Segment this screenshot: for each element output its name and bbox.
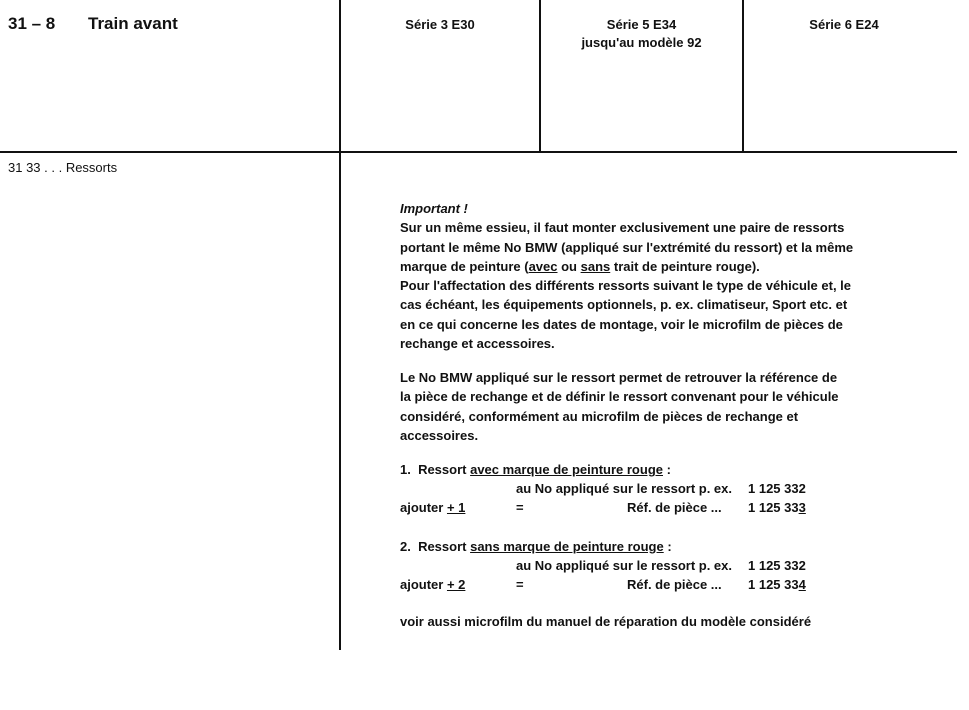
item-2-add-label: ajouter [400, 577, 447, 592]
column-header-serie5-line1: Série 5 E34 [606, 17, 677, 32]
paragraph-1-line-3-end: trait de peinture rouge). [610, 258, 760, 274]
header-bottom-rule [0, 151, 957, 153]
paragraph-2 [400, 368, 839, 445]
paragraph-2-line-3: considéré, conformément au microfilm de pièces de rechange et [400, 408, 799, 424]
paragraph-2-line-4: accessoires. [400, 427, 479, 443]
item-1-part-value-main: 1 125 33 [748, 500, 799, 515]
item-1-heading [400, 462, 671, 477]
paragraph-1-line-6: en ce qui concerne les dates de montage, voir le microfilm de pièces de [400, 316, 843, 332]
item-2-heading [400, 539, 672, 554]
paragraph-1-line-2: portant le même No BMW (appliqué sur l'extrémité du ressort) et la même [400, 239, 854, 255]
item-2-add-value: + 2 [446, 577, 466, 592]
column-header-serie3 [341, 16, 539, 34]
paragraph-1-line-7: rechange et accessoires. [400, 336, 555, 352]
section-number: 31 – 8 [8, 14, 56, 33]
paragraph-2-line-2: la pièce de rechange et de définir le ressort convenant pour le véhicule [400, 389, 839, 405]
important-notice [400, 199, 853, 353]
item-1-suffix: : [663, 462, 671, 477]
item-2-ref-label: au No appliqué sur le ressort p. ex. [516, 558, 733, 573]
footer-note: voir aussi microfilm du manuel de réparation du modèle considéré [400, 614, 812, 629]
item-1-add-value: + 1 [446, 500, 466, 515]
section-title: Train avant [88, 14, 178, 33]
item-2-part-value [748, 577, 806, 592]
group-code-label: 31 33 . . . Ressorts [8, 160, 118, 175]
item-2-add [400, 577, 465, 592]
item-2-underlined: sans marque de peinture rouge [470, 539, 664, 554]
paragraph-1-ou: ou [557, 258, 581, 274]
item-2-prefix: 2. Ressort [400, 539, 471, 554]
column-header-serie3-line1: Série 3 E30 [405, 17, 475, 32]
paragraph-2-line-1: Le No BMW appliqué sur le ressort permet de retrouver la référence de [400, 370, 838, 385]
underlined-avec: avec [528, 258, 558, 274]
item-2-part-label: Réf. de pièce ... [627, 577, 722, 592]
column-header-serie5 [541, 16, 742, 52]
column-header-serie6 [744, 16, 944, 34]
item-2-ref-value: 1 125 332 [748, 558, 806, 573]
important-title: Important ! [400, 201, 468, 216]
item-1-part-value [748, 500, 806, 515]
left-column-divider [339, 0, 341, 650]
paragraph-1-line-5: cas échéant, les équipements optionnels, p. ex. climatiseur, Sport etc. et [400, 297, 848, 313]
paragraph-1-line-3-start: marque de peinture ( [400, 258, 529, 274]
item-1-part-value-last: 3 [798, 500, 806, 515]
item-2-part-value-main: 1 125 33 [748, 577, 799, 592]
column-header-serie5-line2: jusqu'au modèle 92 [581, 35, 702, 50]
item-1-ref-label: au No appliqué sur le ressort p. ex. [516, 481, 733, 496]
paragraph-1-line-1: Sur un même essieu, il faut monter exclusivement une paire de ressorts [400, 220, 845, 236]
paragraph-1-line-4: Pour l'affectation des différents ressorts suivant le type de véhicule et, le [400, 278, 852, 294]
item-1-add [400, 500, 465, 515]
column-header-serie6-line1: Série 6 E24 [809, 17, 879, 32]
item-2-equals: = [516, 577, 524, 592]
item-1-part-label: Réf. de pièce ... [627, 500, 722, 515]
paragraph-1-line-3 [400, 257, 853, 276]
underlined-sans: sans [580, 258, 611, 274]
item-1-prefix: 1. Ressort [400, 462, 471, 477]
item-1-equals: = [516, 500, 524, 515]
item-2-part-value-last: 4 [798, 577, 806, 592]
item-1-add-label: ajouter [400, 500, 447, 515]
paragraph-1 [400, 218, 853, 353]
item-2-suffix: : [663, 539, 672, 554]
item-1-ref-value: 1 125 332 [748, 481, 806, 496]
item-1-underlined: avec marque de peinture rouge [470, 462, 663, 477]
